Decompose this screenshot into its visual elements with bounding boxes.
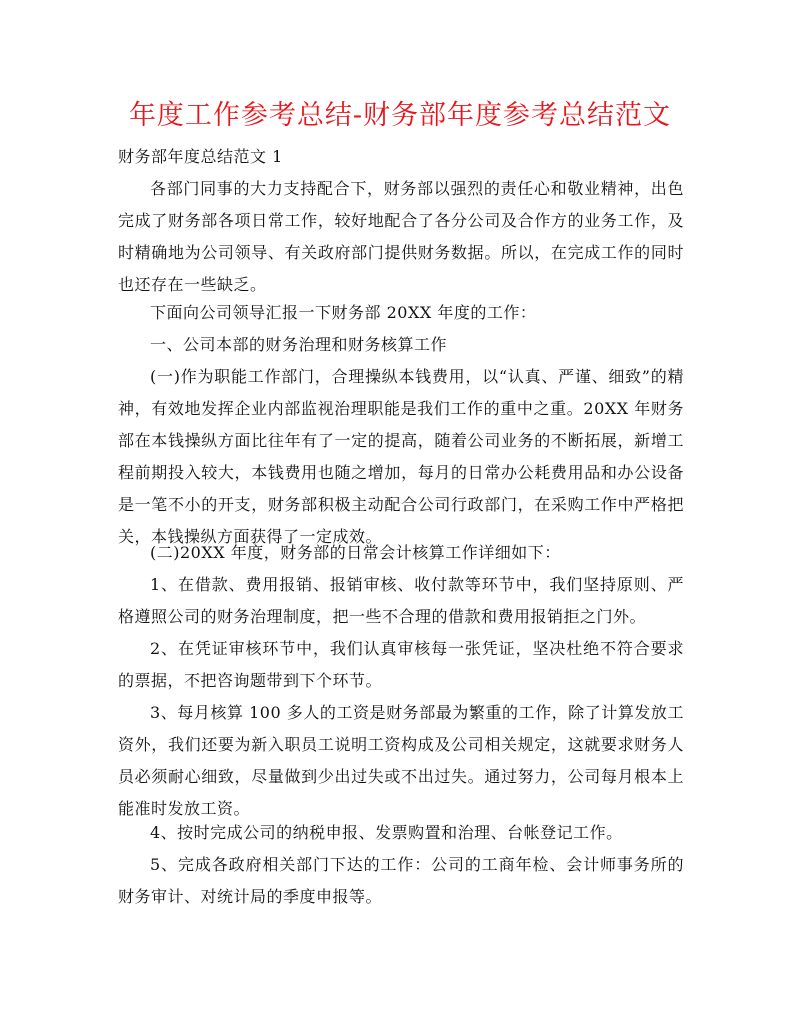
paragraph-accounting-lead: (二)20XX 年度，财务部的日常会计核算工作详细如下：: [150, 543, 561, 562]
section-heading-1: 一、公司本部的财务治理和财务核算工作: [150, 335, 448, 354]
list-item-3: 3、每月核算 100 多人的工资是财务部最为繁重的工作，除了计算发放工资外，我们还要为新入职员工说明工资构成及公司相关规定，这就要求财务人员必须耐心细致，尽量做到少出过失或不出过失。通过努力，公司每月根本上能准时发放工资。: [118, 703, 684, 818]
list-item-5: 5、完成各政府相关部门下达的工作：公司的工商年检、会计师事务所的财务审计、对统计局的季度申报等。: [118, 855, 684, 906]
paragraph-intro: 各部门同事的大力支持配合下，财务部以强烈的责任心和敬业精神，出色完成了财务部各项日常工作，较好地配合了各分公司及合作方的业务工作，及时精确地为公司领导、有关政府部门提供财务数据。所以，在完成工作的同时也还存在一些缺乏。: [118, 179, 684, 294]
document-subtitle: 财务部年度总结范文 1: [118, 147, 283, 166]
paragraph-report-lead: 下面向公司领导汇报一下财务部 20XX 年度的工作：: [150, 303, 537, 322]
list-item-2: 2、在凭证审核环节中，我们认真审核每一张凭证，坚决杜绝不符合要求的票据，不把咨询题带到下个环节。: [118, 639, 684, 690]
list-item-4: 4、按时完成公司的纳税申报、发票购置和治理、台帐登记工作。: [150, 823, 623, 842]
document-title: 年度工作参考总结-财务部年度参考总结范文: [128, 100, 672, 131]
paragraph-cost-control: (一)作为职能工作部门，合理操纵本钱费用，以“认真、严谨、细致”的精神，有效地发挥企业内部监视治理职能是我们工作的重中之重。20XX 年财务部在本钱操纵方面比往年有了一定的提高，随着公司业务的不断拓展，新增工程前期投入较大，本钱费用也随之增加，每月的日常办公耗费用品和办公设备是一笔不小的开支，财务部积极主动配合公司行政部门，在采购工作中严格把关，本钱操纵方面获得了一定成效。: [118, 367, 684, 546]
list-item-1: 1、在借款、费用报销、报销审核、收付款等环节中，我们坚持原则、严格遵照公司的财务治理制度，把一些不合理的借款和费用报销拒之门外。: [118, 575, 684, 626]
